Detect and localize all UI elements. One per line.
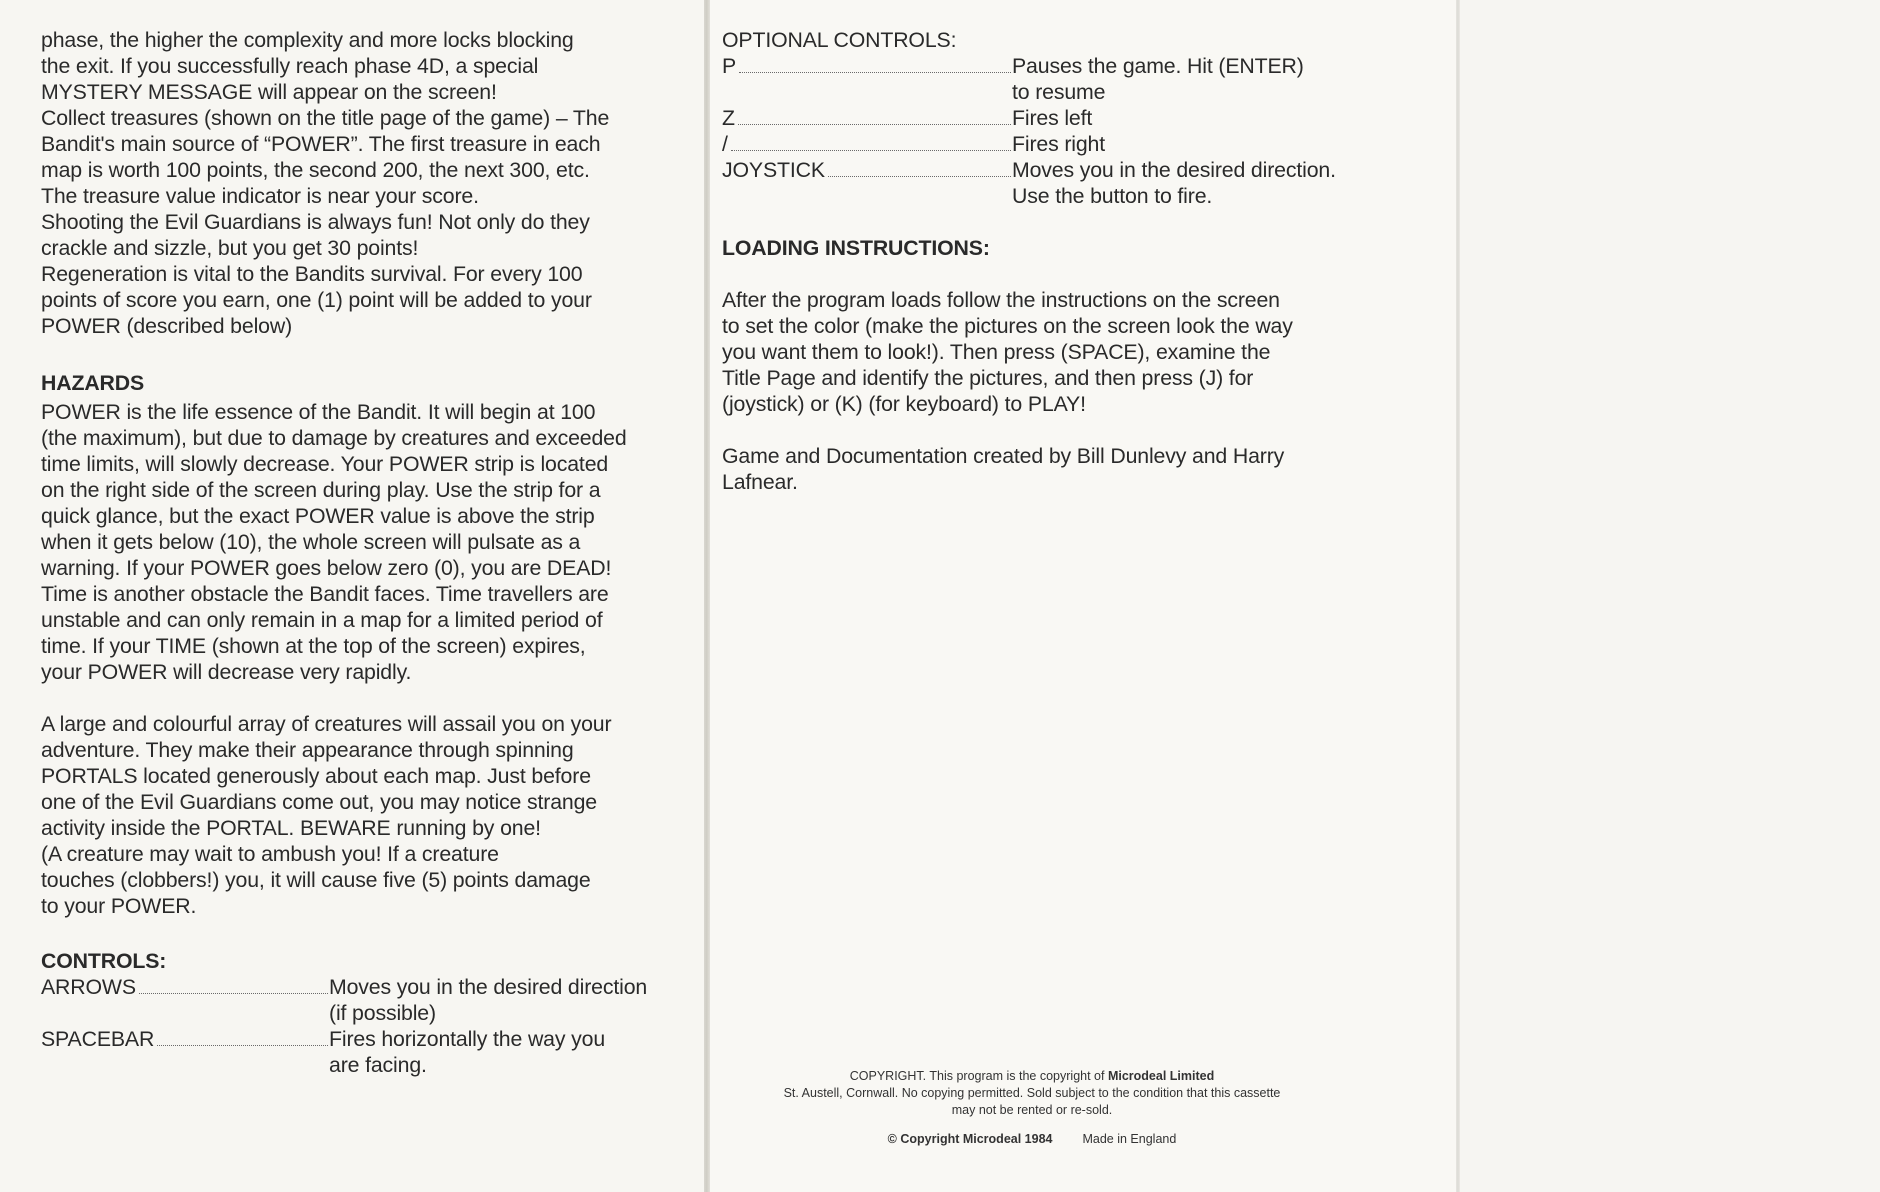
dot-leader — [157, 1044, 328, 1046]
dot-leader — [738, 123, 1011, 125]
control-key — [722, 105, 1012, 131]
control-key-label: SPACEBAR — [41, 1027, 155, 1051]
copyright-line-2b: may not be rented or re-sold. — [951, 1103, 1113, 1117]
intro-paragraph: Shooting the Evil Guardians is always fun! Not only do they crackle and sizzle, but you get 30 points! — [41, 210, 590, 260]
copyright-notice — [722, 1068, 1342, 1148]
dot-leader — [828, 175, 1011, 177]
dot-leader — [739, 71, 1011, 73]
control-key — [722, 53, 1012, 79]
intro-paragraph: Collect treasures (shown on the title page of the game) – The Bandit's main source of “POWER”. The first treasure in each map is worth 100 points, the second 200, the next 300, etc. The treasure value indicator is near your score. — [41, 106, 610, 208]
control-key — [41, 1026, 329, 1052]
right-column — [722, 27, 1402, 495]
credits: Game and Documentation created by Bill Dunlevy and Harry Lafnear. — [722, 444, 1285, 494]
intro-paragraph: Regeneration is vital to the Bandits survival. For every 100 points of score you earn, one (1) point will be added to your POWER (described below) — [41, 262, 592, 338]
control-description: Moves you in the desired direction. Use the button to fire. — [1012, 158, 1336, 208]
control-description: Fires right — [1012, 132, 1106, 156]
dot-leader — [731, 149, 1011, 151]
control-description: Pauses the game. Hit (ENTER) to resume — [1012, 54, 1304, 104]
copyright-company: Microdeal Limited — [1107, 1069, 1215, 1083]
hazards-paragraph: A large and colourful array of creatures will assail you on your adventure. They make their appearance through spinning PORTALS located generously about each map. Just before one of the Evil Guardians come out, you may notice strange activity inside the PORTAL. BEWARE running by one! (A creature may wait to ambush you! If a creature touches (clobbers!) you, it will cause five (5) points damage to your POWER. — [41, 712, 612, 918]
control-description: Fires horizontally the way you are facing. — [329, 1027, 606, 1077]
copyright-line-1: COPYRIGHT. This program is the copyright of Microdeal Limited — [849, 1069, 1215, 1083]
optional-controls-list — [722, 53, 1402, 209]
loading-instructions: After the program loads follow the instructions on the screen to set the color (make the pictures on the screen look the way you want them to look!). Then press (SPACE), examine the Title Page and identify the pictures, and then press (J) for (joystick) or (K) (for keyboard) to PLAY! — [722, 288, 1293, 416]
page-fold-right — [1456, 0, 1460, 1192]
control-key — [722, 131, 1012, 157]
control-description: Moves you in the desired direction (if possible) — [329, 975, 648, 1025]
hazards-heading: HAZARDS — [41, 371, 145, 395]
control-key-label: / — [722, 132, 728, 156]
control-key — [722, 157, 1012, 183]
page-fold — [704, 0, 710, 1192]
control-key — [41, 974, 329, 1000]
copyright-line-3 — [722, 1131, 1342, 1148]
right-edge-page — [1458, 0, 1880, 1192]
copyright-symbol-notice: © Copyright Microdeal 1984 — [887, 1132, 1053, 1146]
loading-heading: LOADING INSTRUCTIONS: — [722, 236, 990, 260]
made-in-label: Made in England — [1082, 1132, 1177, 1146]
left-column — [41, 27, 701, 1078]
dot-leader — [139, 992, 328, 994]
optional-controls-heading: OPTIONAL CONTROLS: — [722, 28, 957, 52]
hazards-paragraph: POWER is the life essence of the Bandit. It will begin at 100 (the maximum), but due to damage by creatures and exceeded time limits, will slowly decrease. Your POWER strip is located on the right side of the screen during play. Use the strip for a quick glance, but the exact POWER value is above the strip when it gets below (10), the whole screen will pulsate as a warning. If your POWER goes below zero (0), you are DEAD! — [41, 400, 627, 580]
copyright-line-2: St. Austell, Cornwall. No copying permitted. Sold subject to the condition that this cassette — [783, 1086, 1281, 1100]
control-key-label: Z — [722, 106, 735, 130]
control-key-label: P — [722, 54, 737, 78]
control-key-label: JOYSTICK — [722, 158, 825, 182]
intro-paragraph: phase, the higher the complexity and more locks blocking the exit. If you successfully reach phase 4D, a special MYSTERY MESSAGE will appear on the screen! — [41, 28, 574, 104]
controls-heading: CONTROLS: — [41, 949, 167, 973]
hazards-paragraph: Time is another obstacle the Bandit faces. Time travellers are unstable and can only remain in a map for a limited period of time. If your TIME (shown at the top of the screen) expires, your POWER will decrease very rapidly. — [41, 582, 609, 684]
control-description: Fires left — [1012, 106, 1093, 130]
control-key-label: ARROWS — [41, 975, 136, 999]
controls-list — [41, 974, 701, 1078]
